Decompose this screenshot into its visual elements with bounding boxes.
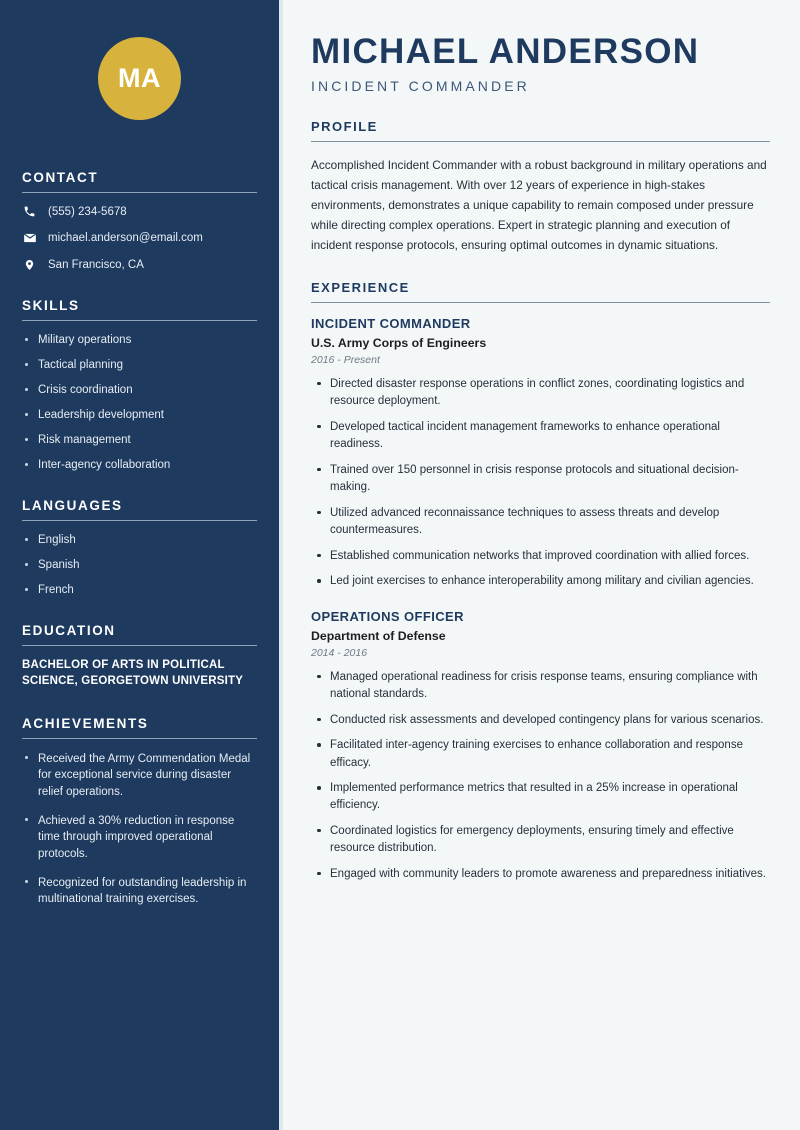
main-section-profile <box>311 119 770 255</box>
sidebar <box>0 0 279 1130</box>
experience-dates: 2014 - 2016 <box>311 646 368 659</box>
main-section-experience <box>311 280 770 883</box>
avatar: MA <box>98 37 181 120</box>
list-item: Received the Army Commendation Medal for exceptional service during disaster relief operations. <box>22 751 257 800</box>
list-item: Engaged with community leaders to promote awareness and preparedness initiatives. <box>311 866 770 883</box>
list-item: Inter-agency collaboration <box>22 458 257 472</box>
languages-list <box>22 533 257 597</box>
profile-heading: PROFILE <box>311 118 378 134</box>
experience-heading: EXPERIENCE <box>311 279 410 295</box>
sidebar-section-languages <box>22 498 257 597</box>
experience-job-title: OPERATIONS OFFICER <box>311 608 464 624</box>
list-item: Risk management <box>22 433 257 447</box>
list-item: Crisis coordination <box>22 383 257 397</box>
contact-item-location[interactable] <box>22 258 257 272</box>
languages-heading: LANGUAGES <box>22 498 123 514</box>
experience-job-title: INCIDENT COMMANDER <box>311 315 471 331</box>
list-item: Conducted risk assessments and developed contingency plans for various scenarios. <box>311 712 770 729</box>
experience-dates: 2016 - Present <box>311 353 380 366</box>
contact-item-email[interactable] <box>22 231 257 245</box>
list-item: Managed operational readiness for crisis response teams, ensuring compliance with national standards. <box>311 669 770 704</box>
experience-company: Department of Defense <box>311 628 446 643</box>
sidebar-section-contact <box>22 170 257 272</box>
contact-location-value: San Francisco, CA <box>48 259 144 271</box>
list-item: Trained over 150 personnel in crisis response protocols and situational decision-making. <box>311 462 770 497</box>
contact-item-phone[interactable] <box>22 205 257 218</box>
experience-bullet-list <box>311 376 770 591</box>
profile-text: Accomplished Incident Commander with a robust background in military operations and tactical crisis management. With over 12 years of experience in high-stakes environments, demonstrates a unique capability to remain composed under pressure while directing complex operations. Expert in strategic planning and execution of incident response protocols, ensuring optimal outcomes in dynamic situations. <box>311 157 767 252</box>
skills-divider <box>22 320 257 321</box>
list-item: Recognized for outstanding leadership in multinational training exercises. <box>22 875 257 908</box>
contact-phone-value: (555) 234-5678 <box>48 205 127 218</box>
list-item: Led joint exercises to enhance interoperability among military and civilian agencies. <box>311 573 770 590</box>
list-item: Leadership development <box>22 408 257 422</box>
contact-divider <box>22 192 257 193</box>
skills-list <box>22 333 257 472</box>
profile-divider <box>311 141 770 142</box>
list-item: Utilized advanced reconnaissance techniques to assess threats and develop countermeasures. <box>311 505 770 540</box>
contact-email-value: michael.anderson@email.com <box>48 232 203 244</box>
contact-heading: CONTACT <box>22 170 99 185</box>
education-divider <box>22 645 257 646</box>
page-title: MICHAEL ANDERSON <box>311 32 700 71</box>
job-title-subheading: INCIDENT COMMANDER <box>311 77 530 94</box>
list-item: Established communication networks that improved coordination with allied forces. <box>311 548 770 565</box>
achievements-heading: ACHIEVEMENTS <box>22 715 149 731</box>
experience-bullet-list <box>311 669 770 884</box>
experience-entry <box>311 609 770 884</box>
skills-heading: SKILLS <box>22 298 80 313</box>
list-item: Coordinated logistics for emergency deployments, ensuring timely and effective resource distribution. <box>311 823 770 858</box>
achievements-divider <box>22 738 257 739</box>
list-item: Facilitated inter-agency training exercises to enhance collaboration and response efficacy. <box>311 737 770 772</box>
education-heading: EDUCATION <box>22 623 116 639</box>
list-item: Developed tactical incident management frameworks to enhance operational readiness. <box>311 419 770 454</box>
list-item: Tactical planning <box>22 358 257 372</box>
list-item: Spanish <box>22 558 257 572</box>
languages-divider <box>22 520 257 521</box>
education-entry: BACHELOR OF ARTS IN POLITICAL SCIENCE, GEORGETOWN UNIVERSITY <box>22 659 244 687</box>
achievements-list <box>22 751 257 908</box>
list-item: Implemented performance metrics that resulted in a 25% increase in operational efficiency. <box>311 780 770 815</box>
sidebar-section-education <box>22 623 257 690</box>
experience-company: U.S. Army Corps of Engineers <box>311 335 487 350</box>
avatar-container <box>22 0 257 120</box>
list-item: French <box>22 583 257 597</box>
list-item: Achieved a 30% reduction in response time through improved operational protocols. <box>22 813 257 862</box>
map-pin-icon <box>22 258 37 272</box>
phone-icon <box>22 205 37 218</box>
experience-entry <box>311 316 770 591</box>
list-item: English <box>22 533 257 547</box>
sidebar-section-skills <box>22 298 257 472</box>
sidebar-section-achievements <box>22 716 257 908</box>
list-item: Directed disaster response operations in conflict zones, coordinating logistics and resource deployment. <box>311 376 770 411</box>
envelope-icon <box>22 231 37 245</box>
list-item: Military operations <box>22 333 257 347</box>
experience-divider <box>311 302 770 303</box>
main-content <box>279 0 800 1130</box>
